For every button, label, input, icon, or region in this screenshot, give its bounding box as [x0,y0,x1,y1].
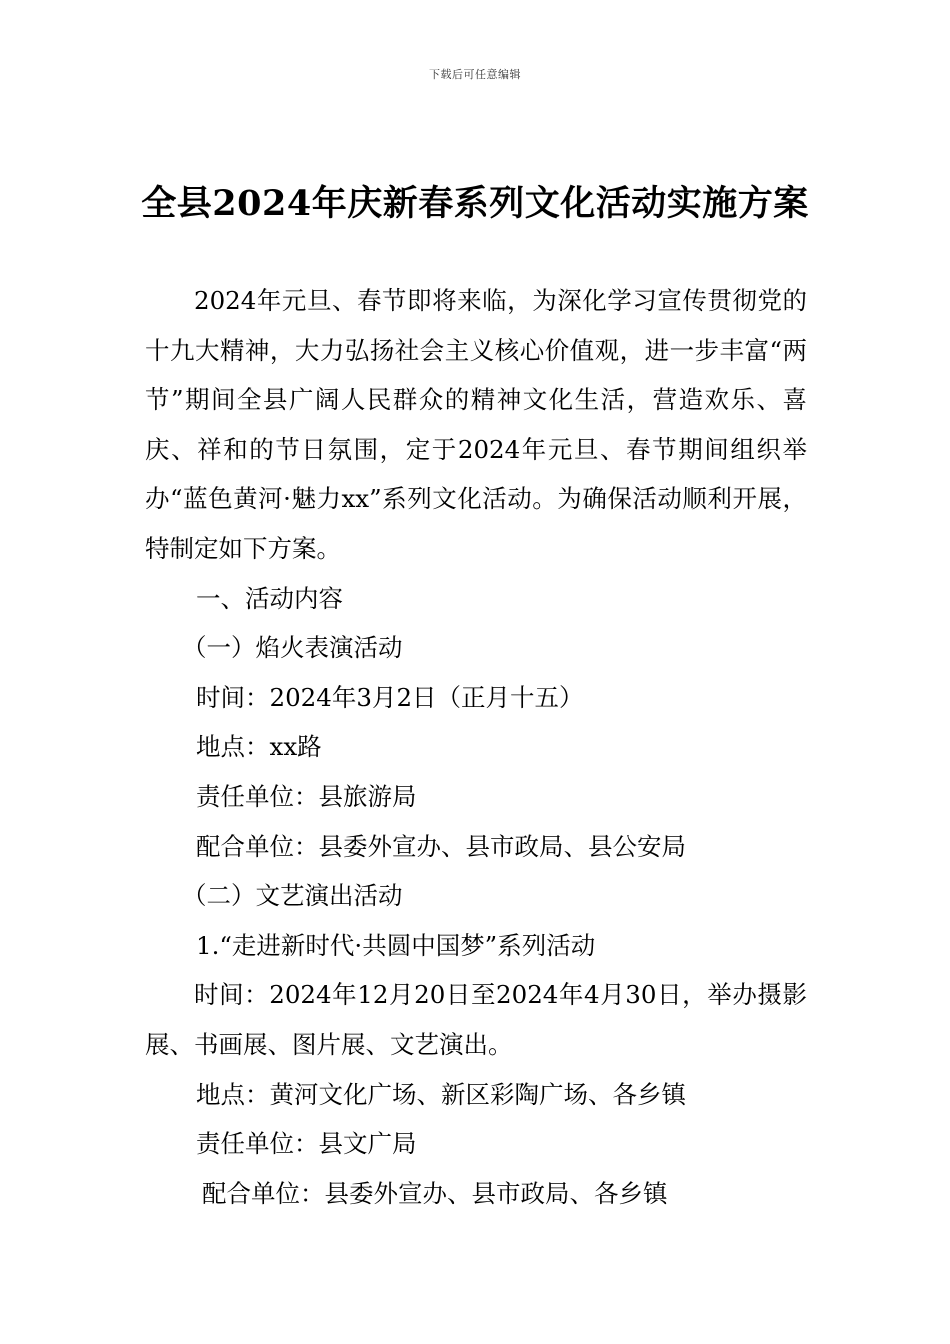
performance-item1-title: 1.“走进新时代·共圆中国梦”系列活动 [196,930,596,960]
intro-paragraph: 2024年元旦、春节即将来临，为深化学习宣传贯彻党的十九大精神，大力弘扬社会主义核心价值观，进一步丰富“两节”期间全县广阔人民群众的精神文化生活，营造欢乐、喜庆、祥和的节日氛围，定于2024年元旦、春节期间组织举办“蓝色黄河·魅力xx”系列文化活动。为确保活动顺利开展，特制定如下方案。 [145,286,807,563]
performance-place: 地点：黄河文化广场、新区彩陶广场、各乡镇 [196,1079,686,1109]
performance-cooperating-units: 配合单位：县委外宣办、县市政局、各乡镇 [202,1178,668,1208]
fireworks-place: 地点：xx路 [196,732,322,762]
page-header-note: 下载后可任意编辑 [429,68,521,81]
subsection-heading-fireworks: （一）焰火表演活动 [182,633,403,663]
document-body [145,276,807,1218]
performance-time: 时间：2024年12月20日至2024年4月30日，举办摄影展、书画展、图片展、文艺演出。 [145,980,807,1059]
document-title: 全县2024年庆新春系列文化活动实施方案 [141,183,809,224]
section-heading-activity-content: 一、活动内容 [196,583,343,613]
subsection-heading-performances: （二）文艺演出活动 [182,881,403,911]
fireworks-time: 时间：2024年3月2日（正月十五） [196,682,584,712]
performance-responsible-unit: 责任单位：县文广局 [196,1129,417,1159]
fireworks-cooperating-units: 配合单位：县委外宣办、县市政局、县公安局 [196,831,686,861]
fireworks-responsible-unit: 责任单位：县旅游局 [196,781,417,811]
